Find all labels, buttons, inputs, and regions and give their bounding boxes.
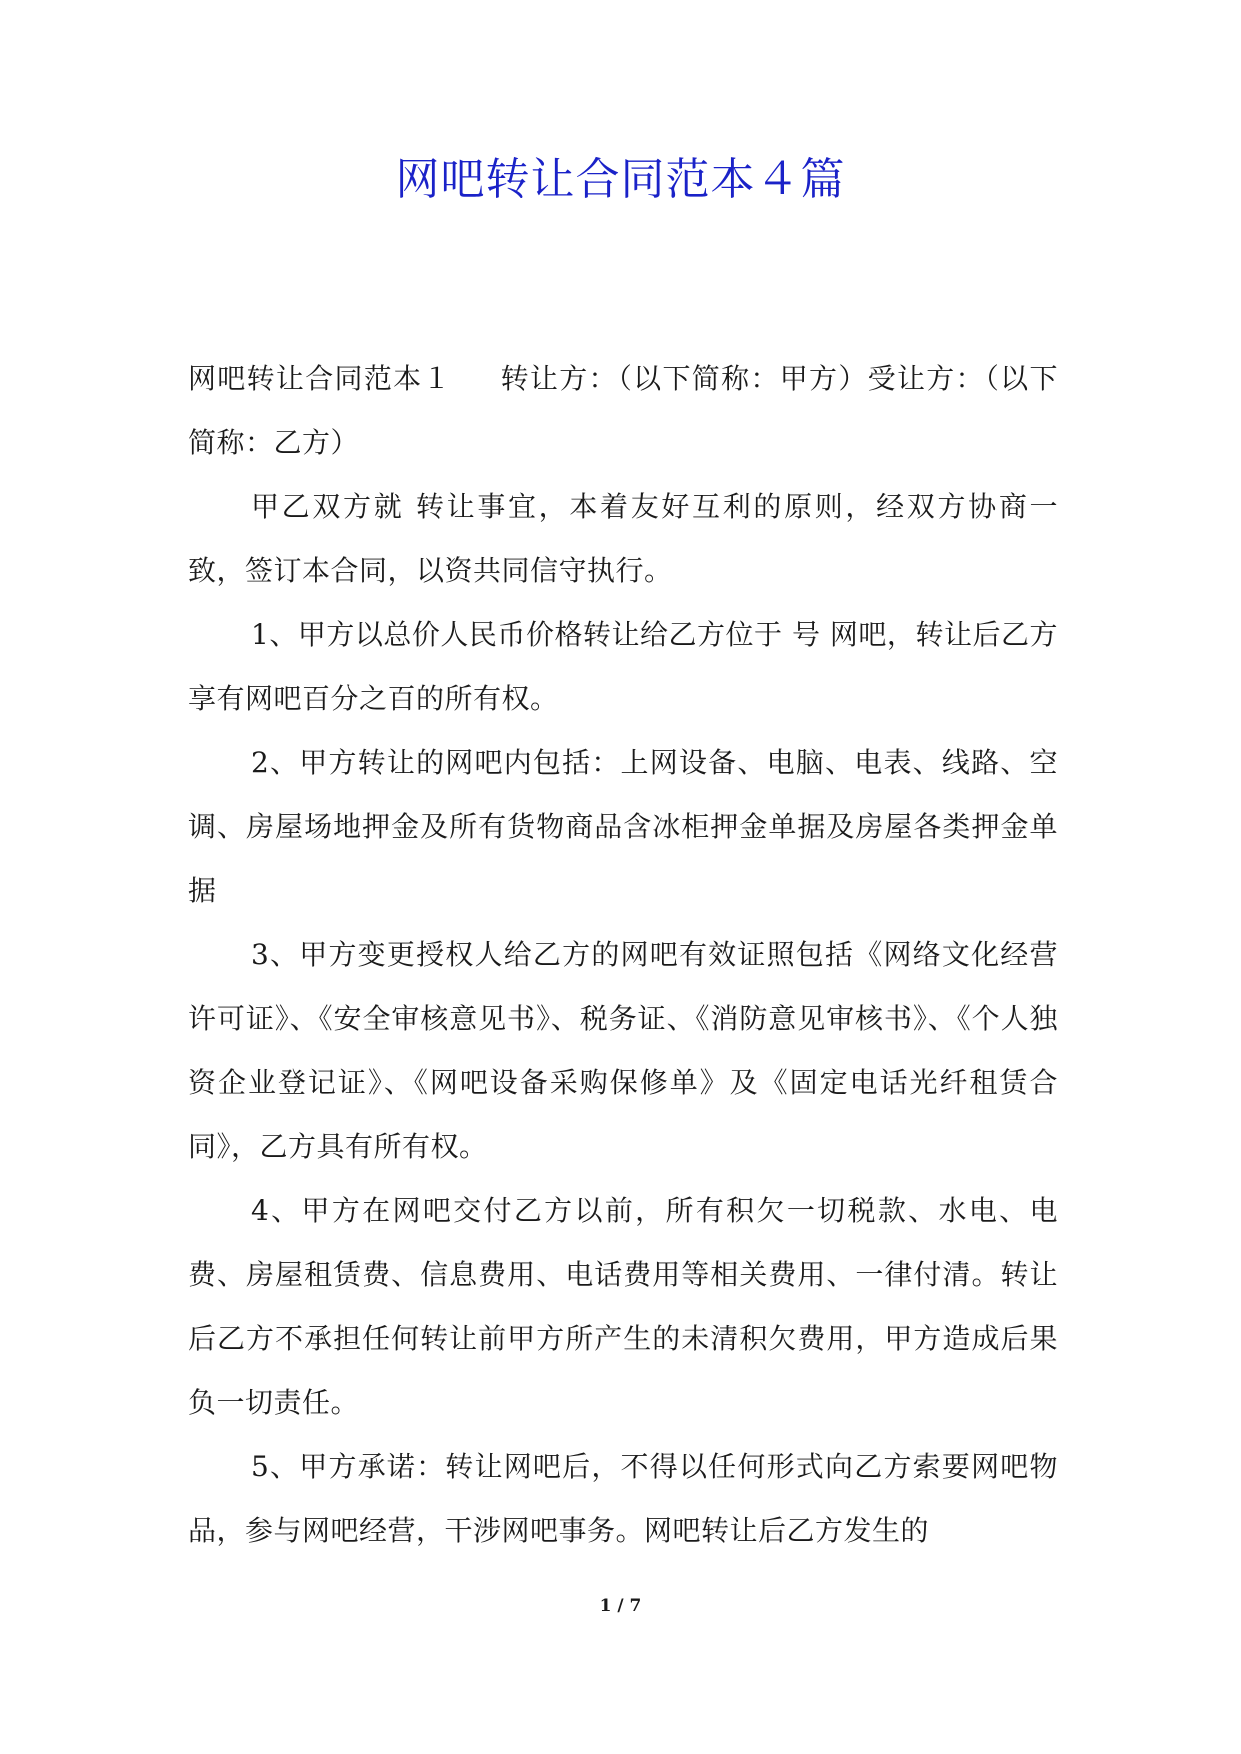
contract-heading: 网吧转让合同范本１: [188, 362, 452, 395]
document-body: [188, 347, 1058, 1563]
paragraph-preamble: 甲乙双方就 转让事宜，本着友好互利的原则，经双方协商一致，签订本合同，以资共同信守执行。: [188, 490, 1058, 587]
paragraph-clause-5: 5、甲方承诺：转让网吧后，不得以任何形式向乙方索要网吧物品，参与网吧经营，干涉网吧事务。网吧转让后乙方发生的: [188, 1450, 1058, 1547]
paragraph-clause-4: 4、甲方在网吧交付乙方以前，所有积欠一切税款、水电、电费、房屋租赁费、信息费用、电话费用等相关费用、一律付清。转让后乙方不承担任何转让前甲方所产生的未清积欠费用，甲方造成后果负一切责任。: [188, 1194, 1058, 1419]
document-title: 网吧转让合同范本４篇: [395, 154, 846, 205]
page-number: 1 / 7: [599, 1596, 642, 1616]
paragraph-clause-2: 2、甲方转让的网吧内包括：上网设备、电脑、电表、线路、空调、房屋场地押金及所有货物商品含冰柜押金单据及房屋各类押金单据: [188, 746, 1058, 907]
paragraph-clause-3: 3、甲方变更授权人给乙方的网吧有效证照包括《网络文化经营许可证》、《安全审核意见书》、税务证、《消防意见审核书》、《个人独资企业登记证》、《网吧设备采购保修单》及《固定电话光纤租赁合同》，乙方具有所有权。: [188, 938, 1058, 1163]
paragraph-clause-1: 1、甲方以总价人民币价格转让给乙方位于 号 网吧，转让后乙方享有网吧百分之百的所有权。: [188, 618, 1058, 715]
parties-text: 转让方：（以下简称：甲方）受让方：（以下简称：乙方）: [188, 362, 1058, 459]
paragraph-intro: [188, 347, 1058, 475]
